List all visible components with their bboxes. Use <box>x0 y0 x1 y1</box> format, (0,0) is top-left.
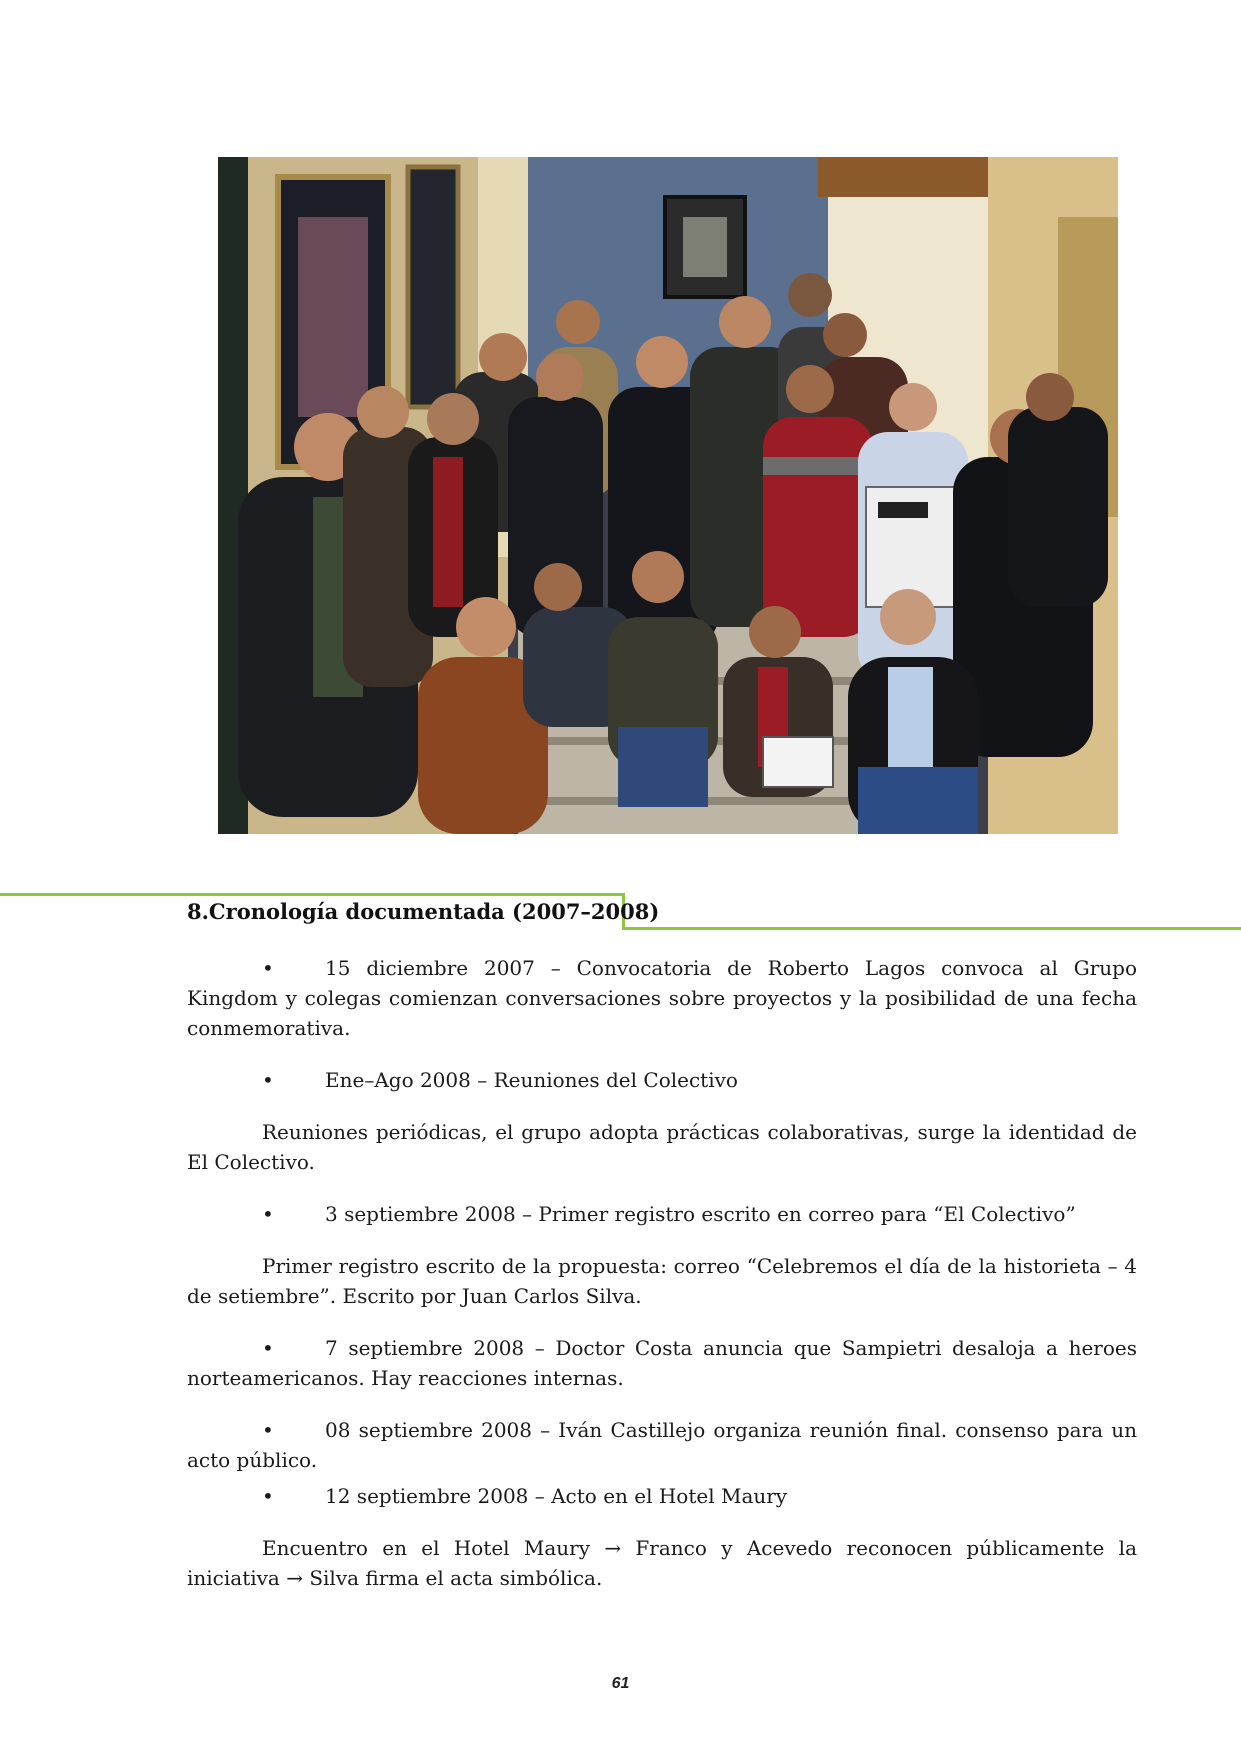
bullet-marker: • <box>262 1336 274 1360</box>
chronology-item <box>187 953 1137 1043</box>
item-text: 7 septiembre 2008 – Doctor Costa anuncia que Sampietri desaloja a heroes norteamericanos. Hay reacciones internas. <box>187 1336 1137 1390</box>
chronology-item <box>187 1415 1137 1475</box>
bullet-marker: • <box>262 1202 274 1226</box>
group-photo <box>218 157 1118 834</box>
group-photo-illustration <box>218 157 1118 834</box>
item-text: 15 diciembre 2007 – Convocatoria de Roberto Lagos convoca al Grupo Kingdom y colegas comienzan conversaciones sobre proyectos y la posibilidad de una fecha conmemorativa. <box>187 956 1137 1040</box>
description-paragraph: Primer registro escrito de la propuesta: correo “Celebremos el día de la historieta – 4 de setiembre”. Escrito por Juan Carlos Silva. <box>187 1254 1137 1308</box>
bullet-marker: • <box>262 1484 274 1508</box>
bullet-marker: • <box>262 956 274 980</box>
bullet-marker: • <box>262 1068 274 1092</box>
item-text: 3 septiembre 2008 – Primer registro escrito en correo para “El Colectivo” <box>325 1202 1076 1226</box>
item-text: Ene–Ago 2008 – Reuniones del Colectivo <box>325 1068 738 1092</box>
chronology-item <box>187 1199 1137 1229</box>
section-rule-right <box>622 927 1241 930</box>
chronology-body <box>187 953 1137 1615</box>
bullet-marker: • <box>262 1418 274 1442</box>
page-number: 61 <box>611 1675 630 1692</box>
description-paragraph: Reuniones periódicas, el grupo adopta prácticas colaborativas, surge la identidad de El Colectivo. <box>187 1120 1137 1174</box>
description-paragraph: Encuentro en el Hotel Maury → Franco y Acevedo reconocen públicamente la iniciativa → Silva firma el acta simbólica. <box>187 1536 1137 1590</box>
item-text: 08 septiembre 2008 – Iván Castillejo organiza reunión final. consenso para un acto público. <box>187 1418 1137 1472</box>
section-rule <box>0 893 625 896</box>
chronology-item <box>187 1333 1137 1393</box>
chronology-item <box>187 1065 1137 1095</box>
chronology-item <box>187 1481 1137 1511</box>
section-heading: 8.Cronología documentada (2007–2008) <box>187 899 660 924</box>
item-text: 12 septiembre 2008 – Acto en el Hotel Maury <box>325 1484 788 1508</box>
